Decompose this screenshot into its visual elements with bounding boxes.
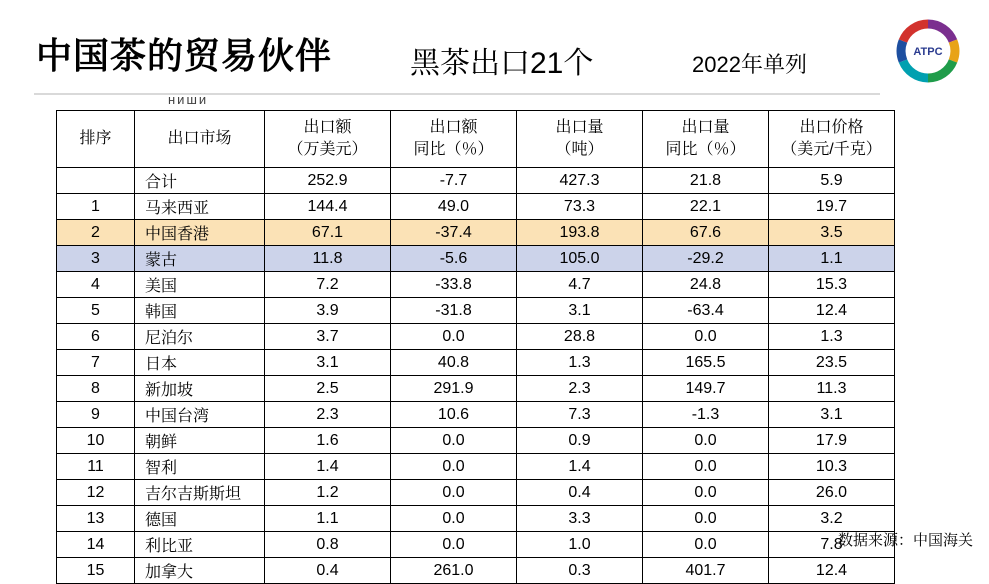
cell-volume: 1.3 — [517, 350, 643, 376]
cell-volume-yoy: 0.0 — [643, 454, 769, 480]
cell-market: 德国 — [135, 506, 265, 532]
cell-volume: 28.8 — [517, 324, 643, 350]
cell-volume-yoy: -29.2 — [643, 246, 769, 272]
cell-price: 3.2 — [769, 506, 895, 532]
cell-price: 19.7 — [769, 194, 895, 220]
cell-rank: 14 — [57, 532, 135, 558]
cell-market: 中国台湾 — [135, 402, 265, 428]
cell-market: 韩国 — [135, 298, 265, 324]
cell-price: 15.3 — [769, 272, 895, 298]
cell-value-yoy: 0.0 — [391, 324, 517, 350]
cell-rank: 2 — [57, 220, 135, 246]
cell-volume: 3.1 — [517, 298, 643, 324]
cell-market: 合计 — [135, 168, 265, 194]
table-row — [57, 428, 895, 454]
cell-price: 12.4 — [769, 298, 895, 324]
page-title-note: 2022年单列 — [692, 52, 807, 77]
cell-volume: 4.7 — [517, 272, 643, 298]
export-data-table-wrapper — [56, 110, 894, 584]
cell-price: 3.1 — [769, 402, 895, 428]
table-row — [57, 558, 895, 584]
cell-price: 10.3 — [769, 454, 895, 480]
cell-price: 3.5 — [769, 220, 895, 246]
cell-volume: 3.3 — [517, 506, 643, 532]
cell-market: 朝鲜 — [135, 428, 265, 454]
table-row — [57, 220, 895, 246]
source-note: 数据来源：中国海关 — [837, 532, 973, 549]
cell-volume-yoy: 22.1 — [643, 194, 769, 220]
cell-rank: 15 — [57, 558, 135, 584]
cell-market: 蒙古 — [135, 246, 265, 272]
cell-value: 1.1 — [265, 506, 391, 532]
table-header-value: 出口额 （万美元） — [265, 111, 391, 168]
cell-value-yoy: 49.0 — [391, 194, 517, 220]
cell-rank: 6 — [57, 324, 135, 350]
table-row — [57, 324, 895, 350]
cell-value: 3.9 — [265, 298, 391, 324]
cell-value-yoy: 10.6 — [391, 402, 517, 428]
cell-volume-yoy: -1.3 — [643, 402, 769, 428]
cell-market: 美国 — [135, 272, 265, 298]
cell-volume-yoy: 149.7 — [643, 376, 769, 402]
cell-price: 23.5 — [769, 350, 895, 376]
cell-value: 3.7 — [265, 324, 391, 350]
table-row — [57, 376, 895, 402]
cell-market: 智利 — [135, 454, 265, 480]
cell-price: 7.8 — [769, 532, 895, 558]
cell-rank: 11 — [57, 454, 135, 480]
cell-value: 252.9 — [265, 168, 391, 194]
cell-price: 5.9 — [769, 168, 895, 194]
cell-price: 11.3 — [769, 376, 895, 402]
cell-rank: 10 — [57, 428, 135, 454]
table-row — [57, 168, 895, 194]
cell-volume: 0.9 — [517, 428, 643, 454]
cell-volume-yoy: 0.0 — [643, 428, 769, 454]
cell-value: 67.1 — [265, 220, 391, 246]
table-row — [57, 298, 895, 324]
cell-price: 1.1 — [769, 246, 895, 272]
cell-value-yoy: -7.7 — [391, 168, 517, 194]
cell-volume: 193.8 — [517, 220, 643, 246]
cell-rank: 5 — [57, 298, 135, 324]
cell-rank: 13 — [57, 506, 135, 532]
slide-header — [0, 0, 989, 96]
cell-value-yoy: 0.0 — [391, 428, 517, 454]
table-row — [57, 454, 895, 480]
cell-value-yoy: -33.8 — [391, 272, 517, 298]
table-header-volume-yoy: 出口量 同比（％） — [643, 111, 769, 168]
cell-value-yoy: 291.9 — [391, 376, 517, 402]
table-header-price: 出口价格 （美元/千克） — [769, 111, 895, 168]
page-title: 中国茶的贸易伙伴 — [36, 35, 333, 76]
cell-value-yoy: -37.4 — [391, 220, 517, 246]
cell-market: 马来西亚 — [135, 194, 265, 220]
table-header-row — [57, 111, 895, 168]
cell-market: 中国香港 — [135, 220, 265, 246]
cell-value-yoy: 0.0 — [391, 506, 517, 532]
cell-volume-yoy: -63.4 — [643, 298, 769, 324]
cell-value-yoy: -31.8 — [391, 298, 517, 324]
cell-volume: 2.3 — [517, 376, 643, 402]
cell-rank: 4 — [57, 272, 135, 298]
cell-volume-yoy: 0.0 — [643, 324, 769, 350]
cell-price: 12.4 — [769, 558, 895, 584]
cell-rank: 9 — [57, 402, 135, 428]
cell-volume: 0.4 — [517, 480, 643, 506]
cell-rank: 3 — [57, 246, 135, 272]
cell-volume-yoy: 21.8 — [643, 168, 769, 194]
cell-rank: 7 — [57, 350, 135, 376]
cell-value-yoy: 261.0 — [391, 558, 517, 584]
cell-market: 日本 — [135, 350, 265, 376]
cell-price: 26.0 — [769, 480, 895, 506]
cell-volume: 7.3 — [517, 402, 643, 428]
table-row — [57, 272, 895, 298]
cell-value: 144.4 — [265, 194, 391, 220]
cell-volume: 0.3 — [517, 558, 643, 584]
title-divider — [34, 93, 880, 95]
cell-value: 2.5 — [265, 376, 391, 402]
table-row — [57, 402, 895, 428]
svg-text:ATPC: ATPC — [913, 46, 943, 58]
table-row — [57, 480, 895, 506]
table-header-volume: 出口量 （吨） — [517, 111, 643, 168]
cell-rank: 1 — [57, 194, 135, 220]
cell-volume-yoy: 67.6 — [643, 220, 769, 246]
cell-volume: 73.3 — [517, 194, 643, 220]
cell-price: 17.9 — [769, 428, 895, 454]
atpc-logo — [891, 14, 965, 88]
table-body — [57, 168, 895, 584]
table-header-value-yoy: 出口额 同比（％） — [391, 111, 517, 168]
cell-rank: 8 — [57, 376, 135, 402]
cell-value-yoy: 40.8 — [391, 350, 517, 376]
cell-rank — [57, 168, 135, 194]
table-header-rank: 排序 — [57, 111, 135, 168]
cell-market: 吉尔吉斯斯坦 — [135, 480, 265, 506]
cell-value: 11.8 — [265, 246, 391, 272]
table-row — [57, 532, 895, 558]
cell-volume-yoy: 401.7 — [643, 558, 769, 584]
cell-value: 1.6 — [265, 428, 391, 454]
cell-price: 1.3 — [769, 324, 895, 350]
cell-value: 1.2 — [265, 480, 391, 506]
table-header-market: 出口市场 — [135, 111, 265, 168]
cell-volume-yoy: 0.0 — [643, 506, 769, 532]
cell-market: 利比亚 — [135, 532, 265, 558]
cell-volume: 1.0 — [517, 532, 643, 558]
cell-volume-yoy: 24.8 — [643, 272, 769, 298]
cell-value: 1.4 — [265, 454, 391, 480]
cell-volume: 1.4 — [517, 454, 643, 480]
cell-value-yoy: -5.6 — [391, 246, 517, 272]
stray-watermark-text: ниши — [168, 92, 209, 107]
table-row — [57, 350, 895, 376]
cell-volume: 105.0 — [517, 246, 643, 272]
cell-value: 3.1 — [265, 350, 391, 376]
cell-volume-yoy: 165.5 — [643, 350, 769, 376]
cell-volume-yoy: 0.0 — [643, 480, 769, 506]
cell-value-yoy: 0.0 — [391, 454, 517, 480]
cell-market: 加拿大 — [135, 558, 265, 584]
cell-value: 2.3 — [265, 402, 391, 428]
table-row — [57, 246, 895, 272]
cell-market: 新加坡 — [135, 376, 265, 402]
page-subtitle: 黑茶出口21个 — [410, 47, 594, 80]
cell-volume-yoy: 0.0 — [643, 532, 769, 558]
cell-value-yoy: 0.0 — [391, 532, 517, 558]
cell-value: 0.4 — [265, 558, 391, 584]
cell-value-yoy: 0.0 — [391, 480, 517, 506]
table-row — [57, 506, 895, 532]
export-data-table — [56, 110, 895, 584]
cell-volume: 427.3 — [517, 168, 643, 194]
cell-value: 0.8 — [265, 532, 391, 558]
cell-value: 7.2 — [265, 272, 391, 298]
table-row — [57, 194, 895, 220]
cell-rank: 12 — [57, 480, 135, 506]
cell-market: 尼泊尔 — [135, 324, 265, 350]
